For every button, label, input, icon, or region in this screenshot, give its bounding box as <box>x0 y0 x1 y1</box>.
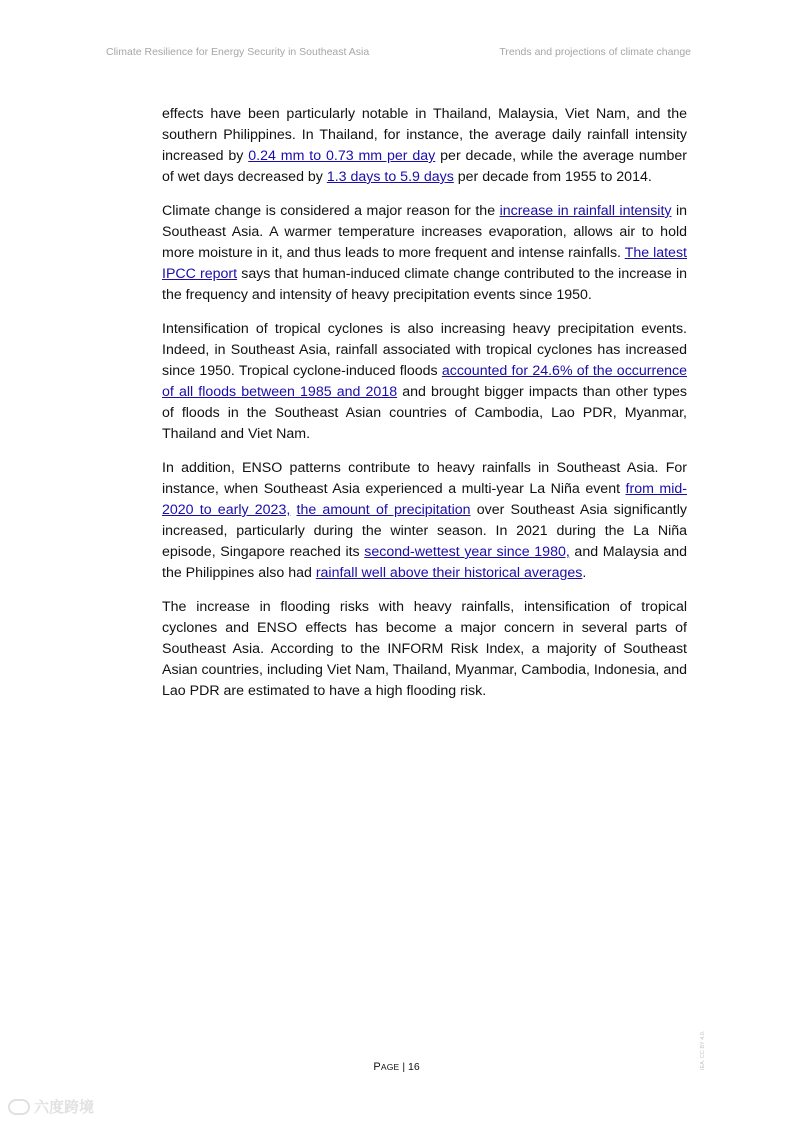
paragraph <box>162 104 687 188</box>
page-number: 16 <box>407 1061 420 1073</box>
watermark-text: 六度跨境 <box>34 1099 95 1116</box>
inline-link[interactable]: from mid-2020 to early 2023, <box>162 481 687 518</box>
page-separator: | <box>399 1061 408 1073</box>
paragraph <box>162 597 687 702</box>
text-run: and brought bigger impacts than other types of floods in the Southeast Asian countries of Cambodia, Lao PDR, Myanmar, Thailand and Viet Nam. <box>162 384 687 442</box>
running-header <box>106 46 691 58</box>
page-footer <box>0 1061 793 1073</box>
page-label: PAGE <box>373 1061 400 1073</box>
watermark <box>8 1096 94 1117</box>
paragraph <box>162 458 687 584</box>
text-run: says that human-induced climate change contributed to the increase in the frequency and intensity of heavy precipitation events since 1950. <box>162 266 687 303</box>
inline-link[interactable]: increase in rainfall intensity <box>499 203 672 219</box>
paragraph <box>162 319 687 445</box>
text-run: The increase in flooding risks with heavy rainfalls, intensification of tropical cyclones and ENSO effects has become a major concern in several parts of Southeast Asia. According to the INFORM Risk Index, a majority of Southeast Asian countries, including Viet Nam, Thailand, Myanmar, Cambodia, Indonesia, and Lao PDR are estimated to have a high flooding risk. <box>162 599 687 699</box>
header-section-title: Trends and projections of climate change <box>499 46 691 58</box>
body-text <box>162 104 687 715</box>
inline-link[interactable]: 0.24 mm to 0.73 mm per day <box>248 148 436 164</box>
text-run: and Malaysia and the Philippines also had <box>162 544 688 581</box>
paragraph <box>162 201 687 306</box>
text-run: over Southeast Asia significantly increased, particularly during the winter season. In 2021 during the La Niña episode, Singapore reached its <box>162 502 687 560</box>
inline-link[interactable]: The latest IPCC report <box>162 245 687 282</box>
text-run: . <box>582 565 587 581</box>
text-run: In addition, ENSO patterns contribute to heavy rainfalls in Southeast Asia. For instance, when Southeast Asia experienced a multi-year La Niña event <box>162 460 687 497</box>
inline-link[interactable]: rainfall well above their historical averages <box>315 565 583 581</box>
text-run: Climate change is considered a major reason for the <box>162 203 500 219</box>
text-run: effects have been particularly notable in Thailand, Malaysia, Viet Nam, and the southern Philippines. In Thailand, for instance, the average daily rainfall intensity increased by <box>162 106 687 164</box>
inline-link[interactable]: the amount of precipitation <box>296 502 471 518</box>
license-note: IEA. CC BY 4.0. <box>700 1030 706 1070</box>
inline-link[interactable]: accounted for 24.6% of the occurrence of all floods between 1985 and 2018 <box>162 363 687 400</box>
text-run: in Southeast Asia. A warmer temperature increases evaporation, allows air to hold more moisture in it, and thus leads to more frequent and intense rainfalls. <box>162 203 687 261</box>
text-run: Intensification of tropical cyclones is also increasing heavy precipitation events. Indeed, in Southeast Asia, rainfall associated with tropical cyclones has increased since 1950. Tropical cyclone-induced floods <box>162 321 687 379</box>
inline-link[interactable]: second-wettest year since 1980, <box>364 544 570 560</box>
text-run: per decade, while the average number of wet days decreased by <box>162 148 687 185</box>
header-document-title: Climate Resilience for Energy Security in Southeast Asia <box>106 46 370 58</box>
watermark-logo-icon <box>8 1099 30 1115</box>
text-run: per decade from 1955 to 2014. <box>453 169 652 185</box>
inline-link[interactable]: 1.3 days to 5.9 days <box>326 169 454 185</box>
